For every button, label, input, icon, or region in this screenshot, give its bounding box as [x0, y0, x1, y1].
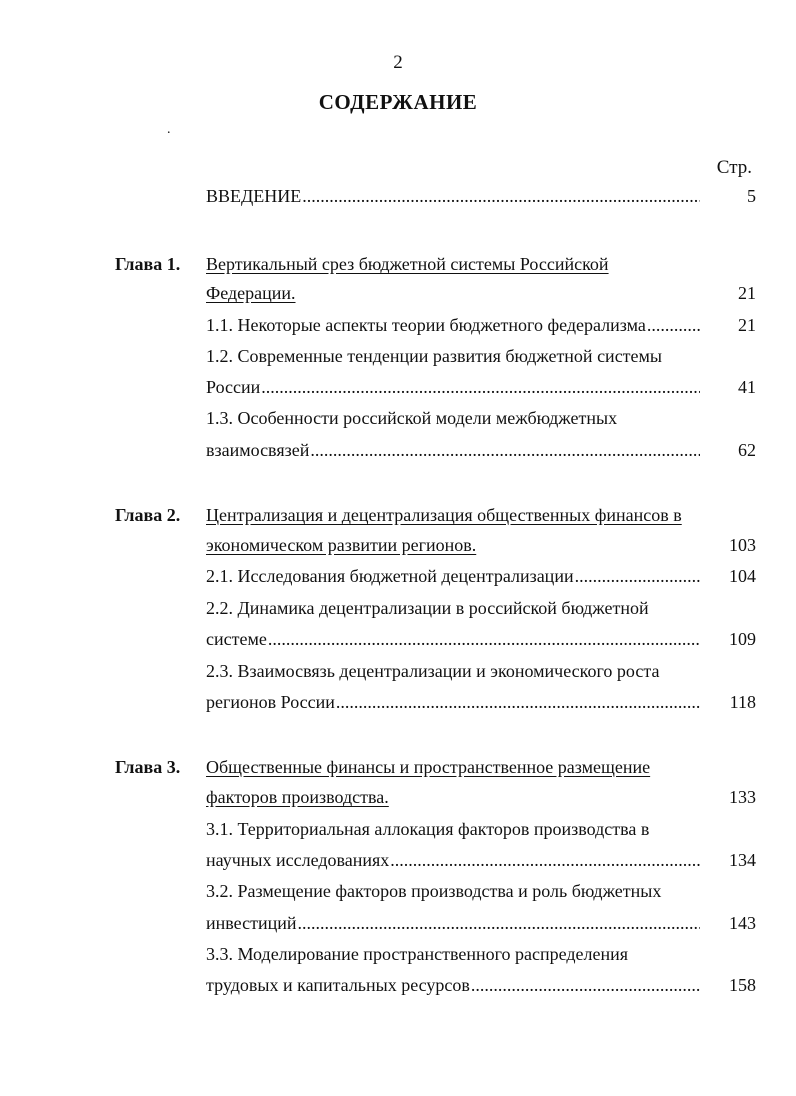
section-2-2-page: 109: [729, 629, 756, 649]
section-3-2-title-cont: инвестиций: [206, 913, 297, 933]
section-3-3-line2[interactable]: [206, 975, 700, 999]
chapter-3-label: Глава 3.: [115, 757, 181, 777]
section-3-1-line2[interactable]: [206, 850, 700, 874]
chapter-1-page: 21: [738, 283, 756, 303]
page-title: СОДЕРЖАНИЕ: [318, 90, 478, 114]
section-1-2-line1[interactable]: [206, 346, 700, 370]
page-column-label: Стр.: [716, 157, 752, 178]
section-3-2-page: 143: [729, 913, 756, 933]
section-3-3-title: 3.3. Моделирование пространственного распределения: [206, 944, 629, 964]
section-1-3-line2[interactable]: [206, 440, 700, 464]
section-1-1[interactable]: [206, 315, 700, 339]
chapter-3-heading-line1[interactable]: Общественные финансы и пространственное размещение: [206, 757, 651, 777]
chapter-1-heading-line2[interactable]: Федерации.: [206, 283, 296, 303]
section-3-1-line1[interactable]: [206, 819, 700, 843]
stray-mark: .: [167, 122, 171, 137]
section-3-2-line1[interactable]: [206, 881, 700, 905]
section-2-3-title-cont: регионов России: [206, 692, 335, 712]
section-2-2-title-cont: системе: [206, 629, 267, 649]
section-1-3-title-cont: взаимосвязей: [206, 440, 310, 460]
chapter-3-heading-line2[interactable]: факторов производства.: [206, 787, 389, 807]
toc-intro[interactable]: [206, 186, 700, 210]
section-1-1-page: 21: [738, 315, 756, 335]
section-2-3-line1[interactable]: [206, 661, 700, 685]
section-2-2-line1[interactable]: [206, 598, 700, 622]
section-1-3-page: 62: [738, 440, 756, 460]
section-2-3-line2[interactable]: [206, 692, 700, 716]
section-2-1-page: 104: [729, 566, 756, 586]
chapter-1-heading-line1[interactable]: Вертикальный срез бюджетной системы Российской: [206, 254, 609, 274]
section-3-2-line2[interactable]: [206, 913, 700, 937]
toc-intro-label: ВВЕДЕНИЕ: [206, 186, 302, 206]
chapter-1-label: Глава 1.: [115, 254, 181, 274]
section-1-2-title: 1.2. Современные тенденции развития бюджетной системы: [206, 346, 663, 366]
section-2-1-title: 2.1. Исследования бюджетной децентрализации: [206, 566, 574, 586]
chapter-2-heading-line2[interactable]: экономическом развитии регионов.: [206, 535, 477, 555]
section-3-1-title-cont: научных исследованиях: [206, 850, 390, 870]
section-1-3-line1[interactable]: [206, 408, 700, 432]
chapter-2-heading-line1[interactable]: Централизация и децентрализация общественных финансов в: [206, 505, 682, 525]
chapter-2-label: Глава 2.: [115, 505, 181, 525]
chapter-3-page: 133: [729, 787, 756, 807]
section-3-2-title: 3.2. Размещение факторов производства и роль бюджетных: [206, 881, 662, 901]
section-3-3-title-cont: трудовых и капитальных ресурсов: [206, 975, 470, 995]
section-1-2-title-cont: России: [206, 377, 261, 397]
section-3-3-page: 158: [729, 975, 756, 995]
section-2-2-title: 2.2. Динамика децентрализации в российской бюджетной: [206, 598, 649, 618]
section-2-3-title: 2.3. Взаимосвязь децентрализации и экономического роста: [206, 661, 660, 681]
section-2-1[interactable]: [206, 566, 700, 590]
section-1-2-page: 41: [738, 377, 756, 397]
section-3-1-title: 3.1. Территориальная аллокация факторов производства в: [206, 819, 650, 839]
section-1-3-title: 1.3. Особенности российской модели межбюджетных: [206, 408, 618, 428]
section-3-3-line1[interactable]: [206, 944, 700, 968]
section-2-3-page: 118: [729, 692, 756, 712]
section-1-2-line2[interactable]: [206, 377, 700, 401]
section-2-2-line2[interactable]: [206, 629, 700, 653]
chapter-2-page: 103: [729, 535, 756, 555]
page-number: 2: [393, 52, 403, 73]
section-1-1-title: 1.1. Некоторые аспекты теории бюджетного федерализма: [206, 315, 646, 335]
toc-intro-page: 5: [747, 186, 756, 206]
section-3-1-page: 134: [729, 850, 756, 870]
